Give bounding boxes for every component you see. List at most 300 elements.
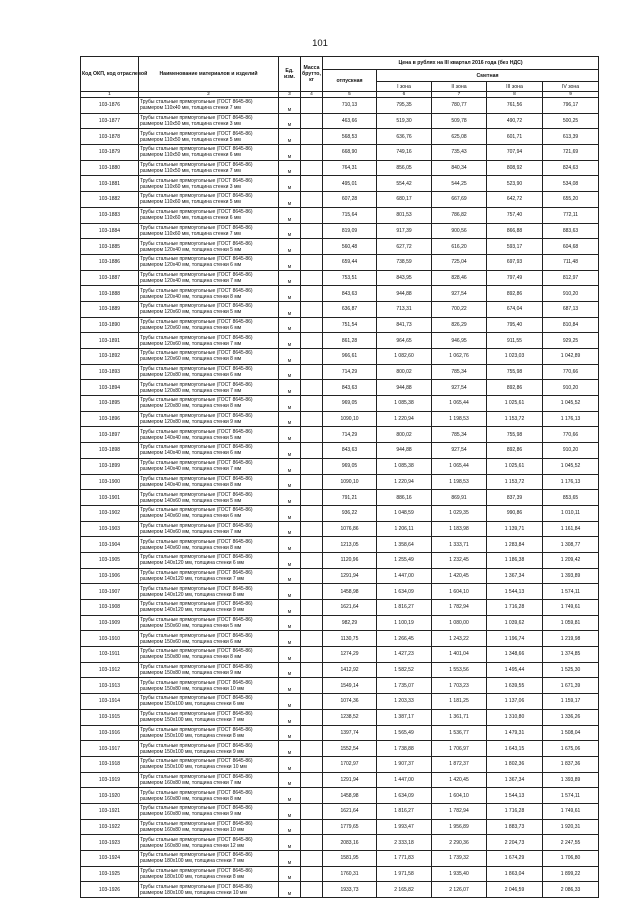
table-row [81,537,599,553]
row-zone-3-price: 2 046,59 [487,882,543,898]
row-name [139,537,279,553]
row-unit: м [279,129,301,145]
row-code: 103-1890 [81,317,139,333]
column-number: 7 [432,92,487,98]
row-unit: м [279,317,301,333]
table-row [81,364,599,380]
header-zone-4: IV зона [543,82,599,92]
table-row [81,882,599,898]
row-release-price: 1760,31 [323,866,377,882]
row-mass [301,866,323,882]
row-release-price: 753,51 [323,270,377,286]
row-unit: м [279,411,301,427]
row-mass [301,568,323,584]
row-release-price: 568,53 [323,129,377,145]
row-unit: м [279,349,301,365]
row-name-line: Трубы стальные прямоугольные (ГОСТ 8645-86) [140,366,253,373]
row-name [139,521,279,537]
row-name-line: Трубы стальные прямоугольные (ГОСТ 8645-86) [140,413,253,420]
row-mass [301,584,323,600]
row-code: 103-1899 [81,458,139,474]
row-name [139,192,279,208]
row-code: 103-1897 [81,427,139,443]
table-row [81,615,599,631]
row-name-line: размером 120х60 мм, толщина стенки 8 мм [140,356,242,363]
row-mass [301,803,323,819]
row-name-line: Трубы стальные прямоугольные (ГОСТ 8645-86) [140,428,253,435]
row-zone-3-price: 1 716,28 [487,600,543,616]
table-row [81,301,599,317]
row-zone-4-price: 1 393,89 [543,772,599,788]
row-zone-4-price: 1 045,52 [543,458,599,474]
row-name-line: размером 140х40 мм, толщина стенки 8 мм [140,481,242,488]
row-unit: м [279,286,301,302]
row-zone-4-price: 711,48 [543,254,599,270]
row-mass [301,647,323,663]
row-name [139,647,279,663]
row-zone-1-price: 1 634,09 [377,788,432,804]
row-unit: м [279,694,301,710]
row-name [139,662,279,678]
row-name [139,458,279,474]
row-zone-1-price: 1 816,27 [377,600,432,616]
table-row [81,647,599,663]
row-name-line: Трубы стальные прямоугольные (ГОСТ 8645-86) [140,773,253,780]
row-zone-3-price: 490,72 [487,113,543,129]
row-zone-4-price: 1 219,98 [543,631,599,647]
row-name-line: Трубы стальные прямоугольные (ГОСТ 8645-86) [140,193,253,200]
column-number: 4 [301,92,323,98]
row-zone-3-price: 1 023,03 [487,349,543,365]
row-zone-1-price: 1 100,19 [377,615,432,631]
row-zone-2-price: 700,22 [432,301,487,317]
row-code: 103-1909 [81,615,139,631]
row-release-price: 1702,97 [323,756,377,772]
row-zone-2-price: 1 782,94 [432,600,487,616]
row-name-line: размером 120х60 мм, толщина стенки 6 мм [140,324,242,331]
row-name-line: размером 110х60 мм, толщина стенки 6 мм [140,215,241,222]
row-unit: м [279,631,301,647]
row-zone-2-price: 1 420,45 [432,772,487,788]
row-zone-3-price: 757,40 [487,207,543,223]
row-name-line: Трубы стальные прямоугольные (ГОСТ 8645-86) [140,711,253,718]
row-zone-4-price: 1 671,39 [543,678,599,694]
table-row [81,568,599,584]
row-release-price: 463,66 [323,113,377,129]
row-unit: м [279,270,301,286]
row-name-line: Трубы стальные прямоугольные (ГОСТ 8645-86) [140,820,253,827]
row-zone-2-price: 667,69 [432,192,487,208]
row-zone-4-price: 1 574,11 [543,584,599,600]
row-unit: м [279,725,301,741]
table-row [81,254,599,270]
row-zone-1-price: 1 634,09 [377,584,432,600]
row-name-line: размером 140х40 мм, толщина стенки 7 мм [140,466,242,473]
row-release-price: 1458,98 [323,788,377,804]
row-name [139,396,279,412]
row-zone-3-price: 1 153,72 [487,411,543,427]
table-row [81,866,599,882]
row-unit: м [279,615,301,631]
row-zone-4-price: 883,63 [543,223,599,239]
row-zone-4-price: 1 525,30 [543,662,599,678]
row-unit: м [279,239,301,255]
table-row [81,145,599,161]
row-zone-3-price: 808,92 [487,160,543,176]
row-code: 103-1910 [81,631,139,647]
row-code: 103-1881 [81,176,139,192]
header-unit: Ед. изм. [279,57,301,92]
row-code: 103-1917 [81,741,139,757]
row-mass [301,819,323,835]
row-name-line: Трубы стальные прямоугольные (ГОСТ 8645-86) [140,585,253,592]
row-zone-4-price: 1 161,84 [543,521,599,537]
row-zone-1-price: 1 082,60 [377,349,432,365]
row-name-line: размером 140х120 мм, толщина стенки 8 мм [140,591,244,598]
row-zone-4-price: 534,08 [543,176,599,192]
row-zone-1-price: 1 048,59 [377,505,432,521]
row-name-line: размером 140х120 мм, толщина стенки 6 мм [140,560,244,567]
row-unit: м [279,568,301,584]
row-zone-2-price: 1 232,45 [432,552,487,568]
row-zone-1-price: 1 203,33 [377,694,432,710]
row-zone-3-price: 911,55 [487,333,543,349]
table-row [81,98,599,114]
row-zone-2-price: 927,54 [432,443,487,459]
row-zone-3-price: 1 674,29 [487,851,543,867]
row-release-price: 1397,74 [323,725,377,741]
row-name-line: размером 160х80 мм, толщина стенки 8 мм [140,795,242,802]
row-release-price: 714,29 [323,427,377,443]
row-zone-2-price: 946,95 [432,333,487,349]
row-name-line: размером 110х50 мм, толщина стенки 6 мм [140,152,241,159]
row-zone-1-price: 1 993,47 [377,819,432,835]
row-release-price: 1090,10 [323,474,377,490]
row-name-line: Трубы стальные прямоугольные (ГОСТ 8645-86) [140,695,253,702]
row-zone-1-price: 1 816,27 [377,803,432,819]
row-code: 103-1906 [81,568,139,584]
row-zone-3-price: 1 137,06 [487,694,543,710]
row-name [139,490,279,506]
row-unit: м [279,600,301,616]
table-row [81,772,599,788]
row-zone-1-price: 1 266,45 [377,631,432,647]
table-row [81,333,599,349]
row-zone-1-price: 1 427,23 [377,647,432,663]
row-zone-3-price: 1 716,28 [487,803,543,819]
row-release-price: 843,63 [323,286,377,302]
row-code: 103-1877 [81,113,139,129]
row-zone-3-price: 795,40 [487,317,543,333]
row-zone-1-price: 1 085,38 [377,458,432,474]
column-number: 8 [487,92,543,98]
row-zone-2-price: 927,54 [432,286,487,302]
row-release-price: 1581,95 [323,851,377,867]
row-unit: м [279,552,301,568]
row-name-line: размером 120х40 мм, толщина стенки 6 мм [140,262,242,269]
row-name-line: размером 120х40 мм, толщина стенки 5 мм [140,246,242,253]
row-name [139,349,279,365]
row-unit: м [279,521,301,537]
row-mass [301,756,323,772]
row-code: 103-1889 [81,301,139,317]
row-zone-2-price: 1 062,76 [432,349,487,365]
row-code: 103-1901 [81,490,139,506]
row-name-line: размером 150х100 мм, толщина стенки 9 мм [140,748,244,755]
row-zone-4-price: 613,39 [543,129,599,145]
row-name-line: размером 180х100 мм, толщина стенки 7 мм [140,858,244,865]
row-mass [301,458,323,474]
row-mass [301,98,323,114]
row-mass [301,552,323,568]
row-name [139,411,279,427]
row-mass [301,396,323,412]
table-row [81,584,599,600]
row-name-line: Трубы стальные прямоугольные (ГОСТ 8645-86) [140,554,253,561]
row-name-line: Трубы стальные прямоугольные (ГОСТ 8645-86) [140,350,253,357]
row-code: 103-1882 [81,192,139,208]
row-mass [301,192,323,208]
row-code: 103-1893 [81,364,139,380]
row-mass [301,474,323,490]
row-zone-4-price: 1 176,13 [543,474,599,490]
row-unit: м [279,756,301,772]
row-zone-4-price: 1 010,11 [543,505,599,521]
row-zone-3-price: 1 479,31 [487,725,543,741]
row-mass [301,286,323,302]
row-name-line: Трубы стальные прямоугольные (ГОСТ 8645-86) [140,805,253,812]
row-unit: м [279,458,301,474]
row-name-line: Трубы стальные прямоугольные (ГОСТ 8645-86) [140,617,253,624]
row-zone-3-price: 1 544,13 [487,788,543,804]
header-price: Цена в рублях на III квартал 2016 года (без НДС) [323,57,599,70]
row-unit: м [279,490,301,506]
row-zone-2-price: 1 782,94 [432,803,487,819]
price-table [80,56,599,898]
row-name-line: размером 150х100 мм, толщина стенки 6 мм [140,701,244,708]
row-name-line: размером 140х40 мм, толщина стенки 5 мм [140,434,242,441]
row-zone-1-price: 1 358,64 [377,537,432,553]
row-name-line: Трубы стальные прямоугольные (ГОСТ 8645-86) [140,397,253,404]
row-zone-2-price: 1 181,25 [432,694,487,710]
row-unit: м [279,741,301,757]
row-unit: м [279,647,301,663]
row-zone-3-price: 1 863,04 [487,866,543,882]
column-number: 3 [279,92,301,98]
row-zone-4-price: 1 574,11 [543,788,599,804]
row-name-line: Трубы стальные прямоугольные (ГОСТ 8645-86) [140,507,253,514]
row-zone-3-price: 1 139,71 [487,521,543,537]
table-row [81,474,599,490]
row-release-price: 861,28 [323,333,377,349]
row-unit: м [279,380,301,396]
header-zone-3: III зона [487,82,543,92]
row-name-line: Трубы стальные прямоугольные (ГОСТ 8645-86) [140,99,253,106]
row-code: 103-1879 [81,145,139,161]
row-zone-2-price: 2 126,07 [432,882,487,898]
table-row [81,443,599,459]
row-mass [301,490,323,506]
row-name-line: размером 160х80 мм, толщина стенки 12 мм [140,842,244,849]
row-mass [301,662,323,678]
row-zone-2-price: 1 956,89 [432,819,487,835]
row-name-line: Трубы стальные прямоугольные (ГОСТ 8645-86) [140,146,253,153]
row-name-line: Трубы стальные прямоугольные (ГОСТ 8645-86) [140,726,253,733]
row-zone-2-price: 1 553,56 [432,662,487,678]
row-name [139,819,279,835]
row-zone-4-price: 796,17 [543,98,599,114]
header-estimate: Сметная [377,70,599,82]
row-mass [301,788,323,804]
row-zone-2-price: 786,82 [432,207,487,223]
row-name [139,113,279,129]
row-zone-2-price: 869,91 [432,490,487,506]
row-zone-4-price: 1 899,22 [543,866,599,882]
row-unit: м [279,537,301,553]
row-name-line: размером 140х60 мм, толщина стенки 8 мм [140,544,242,551]
row-name [139,584,279,600]
row-name [139,270,279,286]
row-code: 103-1914 [81,694,139,710]
row-zone-4-price: 1 749,61 [543,600,599,616]
row-release-price: 751,54 [323,317,377,333]
row-unit: м [279,866,301,882]
row-name [139,333,279,349]
row-name-line: Трубы стальные прямоугольные (ГОСТ 8645-86) [140,648,253,655]
row-zone-3-price: 2 204,73 [487,835,543,851]
row-unit: м [279,662,301,678]
row-zone-2-price: 1 536,77 [432,725,487,741]
table-row [81,600,599,616]
table-row [81,396,599,412]
row-release-price: 936,22 [323,505,377,521]
row-zone-1-price: 738,59 [377,254,432,270]
row-name-line: Трубы стальные прямоугольные (ГОСТ 8645-86) [140,522,253,529]
row-name-line: Трубы стальные прямоугольные (ГОСТ 8645-86) [140,758,253,765]
row-release-price: 1412,92 [323,662,377,678]
row-name [139,474,279,490]
row-zone-2-price: 1 065,44 [432,396,487,412]
row-zone-2-price: 840,34 [432,160,487,176]
row-zone-2-price: 780,77 [432,98,487,114]
row-mass [301,443,323,459]
row-unit: м [279,835,301,851]
row-zone-3-price: 1 367,34 [487,772,543,788]
row-zone-1-price: 1 220,94 [377,411,432,427]
row-name [139,443,279,459]
row-mass [301,615,323,631]
row-zone-1-price: 886,16 [377,490,432,506]
row-mass [301,270,323,286]
row-zone-1-price: 519,30 [377,113,432,129]
row-zone-4-price: 824,63 [543,160,599,176]
row-name [139,380,279,396]
row-code: 103-1926 [81,882,139,898]
row-name-line: Трубы стальные прямоугольные (ГОСТ 8645-86) [140,381,253,388]
row-name-line: размером 150х60 мм, толщина стенки 5 мм [140,623,242,630]
row-name-line: Трубы стальные прямоугольные (ГОСТ 8645-86) [140,883,253,890]
row-zone-4-price: 1 837,36 [543,756,599,772]
column-number: 1 [81,92,139,98]
table-row [81,851,599,867]
header-zone-2: II зона [432,82,487,92]
row-zone-1-price: 2 165,82 [377,882,432,898]
row-name-line: Трубы стальные прямоугольные (ГОСТ 8645-86) [140,162,253,169]
row-zone-3-price: 892,86 [487,443,543,459]
row-name-line: размером 120х80 мм, толщина стенки 8 мм [140,403,242,410]
row-name [139,286,279,302]
row-code: 103-1876 [81,98,139,114]
row-code: 103-1913 [81,678,139,694]
row-zone-4-price: 853,65 [543,490,599,506]
row-zone-1-price: 964,65 [377,333,432,349]
row-unit: м [279,803,301,819]
row-zone-2-price: 1 029,35 [432,505,487,521]
row-zone-4-price: 1 159,17 [543,694,599,710]
row-unit: м [279,176,301,192]
row-name [139,772,279,788]
row-name-line: размером 120х80 мм, толщина стенки 7 мм [140,387,242,394]
row-name [139,835,279,851]
row-zone-3-price: 1 639,55 [487,678,543,694]
row-unit: м [279,772,301,788]
table-row [81,349,599,365]
row-zone-3-price: 1 153,72 [487,474,543,490]
row-unit: м [279,160,301,176]
row-zone-2-price: 1 739,32 [432,851,487,867]
row-mass [301,725,323,741]
header-zone-1: I зона [377,82,432,92]
table-row [81,678,599,694]
row-unit: м [279,364,301,380]
row-name-line: размером 120х60 мм, толщина стенки 5 мм [140,309,242,316]
row-zone-1-price: 1 738,88 [377,741,432,757]
row-zone-1-price: 944,88 [377,443,432,459]
row-name-line: размером 150х100 мм, толщина стенки 7 мм [140,717,244,724]
table-row [81,725,599,741]
row-zone-1-price: 1 565,49 [377,725,432,741]
row-zone-1-price: 627,72 [377,239,432,255]
row-name-line: размером 160х80 мм, толщина стенки 10 мм [140,826,244,833]
row-name [139,129,279,145]
row-name [139,301,279,317]
row-name [139,600,279,616]
row-mass [301,349,323,365]
row-name [139,568,279,584]
row-zone-4-price: 910,20 [543,286,599,302]
row-name [139,882,279,898]
row-unit: м [279,788,301,804]
row-code: 103-1880 [81,160,139,176]
table-row [81,662,599,678]
row-zone-3-price: 797,49 [487,270,543,286]
row-name [139,631,279,647]
row-name-line: размером 120х40 мм, толщина стенки 8 мм [140,293,242,300]
header-mass: Масса брутто, кг [301,57,323,92]
row-mass [301,600,323,616]
row-name-line: размером 120х80 мм, толщина стенки 9 мм [140,419,242,426]
row-zone-1-price: 1 085,38 [377,396,432,412]
row-name-line: размером 150х100 мм, толщина стенки 10 мм [140,764,247,771]
row-release-price: 2083,16 [323,835,377,851]
row-zone-2-price: 1 872,37 [432,756,487,772]
row-zone-3-price: 1 025,61 [487,458,543,474]
row-code: 103-1902 [81,505,139,521]
row-zone-2-price: 1 420,45 [432,568,487,584]
row-release-price: 668,90 [323,145,377,161]
row-mass [301,741,323,757]
row-code: 103-1911 [81,647,139,663]
